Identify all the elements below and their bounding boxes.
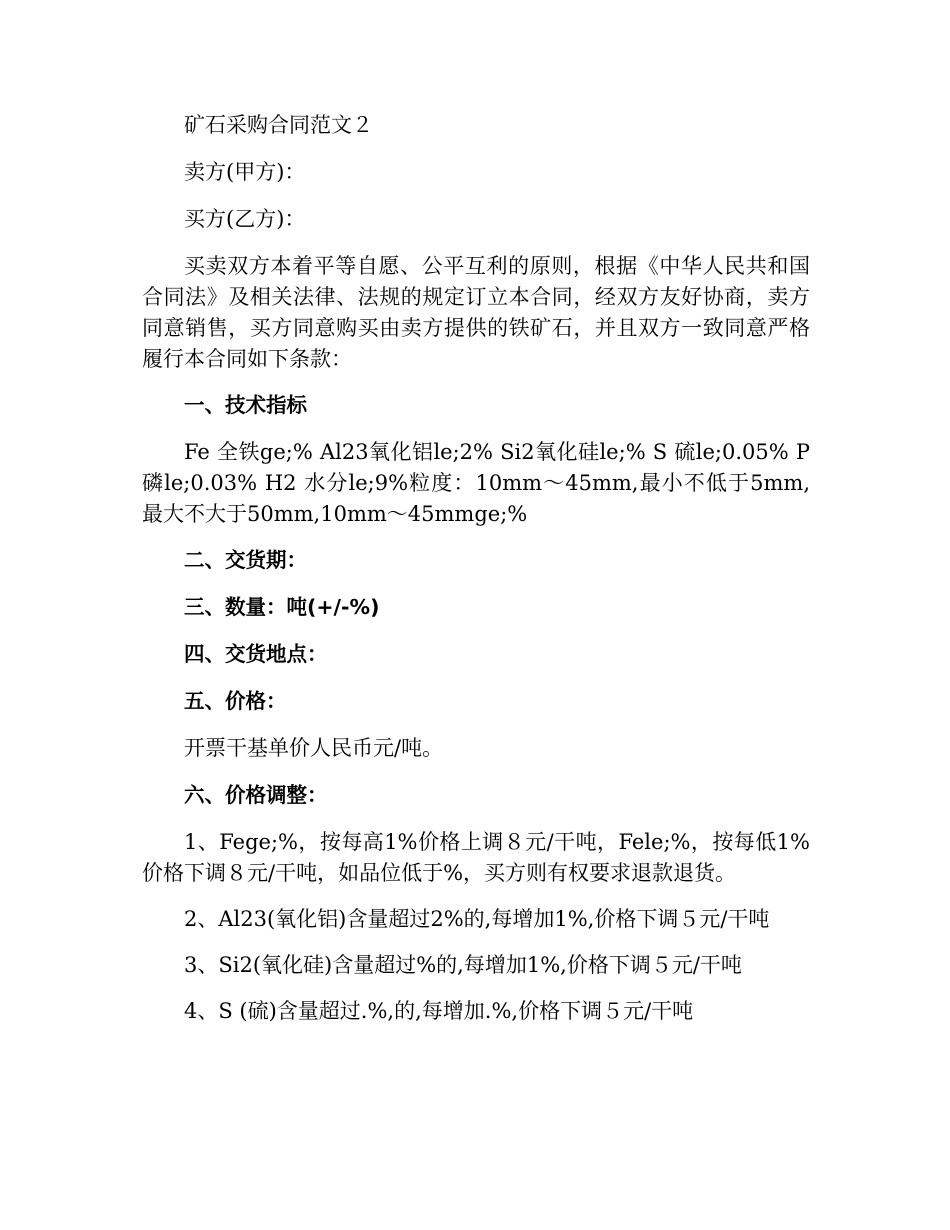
adjustment-item-4: 4、S (硫)含量超过.%,的,每增加.%,价格下调５元/干吨 xyxy=(184,999,694,1023)
intro-paragraph: 买卖双方本着平等自愿、公平互利的原则，根据《中华人民共和国合同法》及相关法律、法规的规定订立本合同，经双方友好协商，卖方同意销售，买方同意购买由卖方提供的铁矿石，并且双方一致同意严格履行本合同如下条款： xyxy=(142,254,810,371)
document-title: 矿石采购合同范文２ xyxy=(184,113,373,137)
section-heading-delivery-period: 二、交货期： xyxy=(184,548,307,572)
buyer-line: 买方(乙方)： xyxy=(184,207,306,231)
section-heading-price: 五、价格： xyxy=(184,689,287,713)
seller-line: 卖方(甲方)： xyxy=(184,160,306,184)
section-heading-price-adjustment: 六、价格调整： xyxy=(184,783,328,807)
technical-specs-paragraph: Fe 全铁ge;% Al23氧化铝le;2% Si2氧化硅le;% S 硫le;0.05% P 磷le;0.03% H2 水分le;9%粒度：10mm～45mm,最小不低于5mm,最大不大于50mm,10mm～45mmge;% xyxy=(142,440,810,526)
adjustment-item-2: 2、Al23(氧化铝)含量超过2%的,每增加1%,价格下调５元/干吨 xyxy=(184,907,770,931)
section-heading-technical: 一、技术指标 xyxy=(184,393,307,417)
section-heading-quantity: 三、数量：吨(+/-%) xyxy=(184,595,380,619)
adjustment-item-1: 1、Fege;%，按每高1%价格上调８元/干吨，Fele;%，按每低1%价格下调８元/干吨，如品位低于%，买方则有权要求退款退货。 xyxy=(142,830,810,885)
contract-document xyxy=(142,110,810,1042)
section-heading-delivery-place: 四、交货地点： xyxy=(184,642,328,666)
adjustment-item-3: 3、Si2(氧化硅)含量超过%的,每增加1%,价格下调５元/干吨 xyxy=(184,953,742,977)
price-paragraph: 开票干基单价人民币元/吨。 xyxy=(184,736,444,760)
